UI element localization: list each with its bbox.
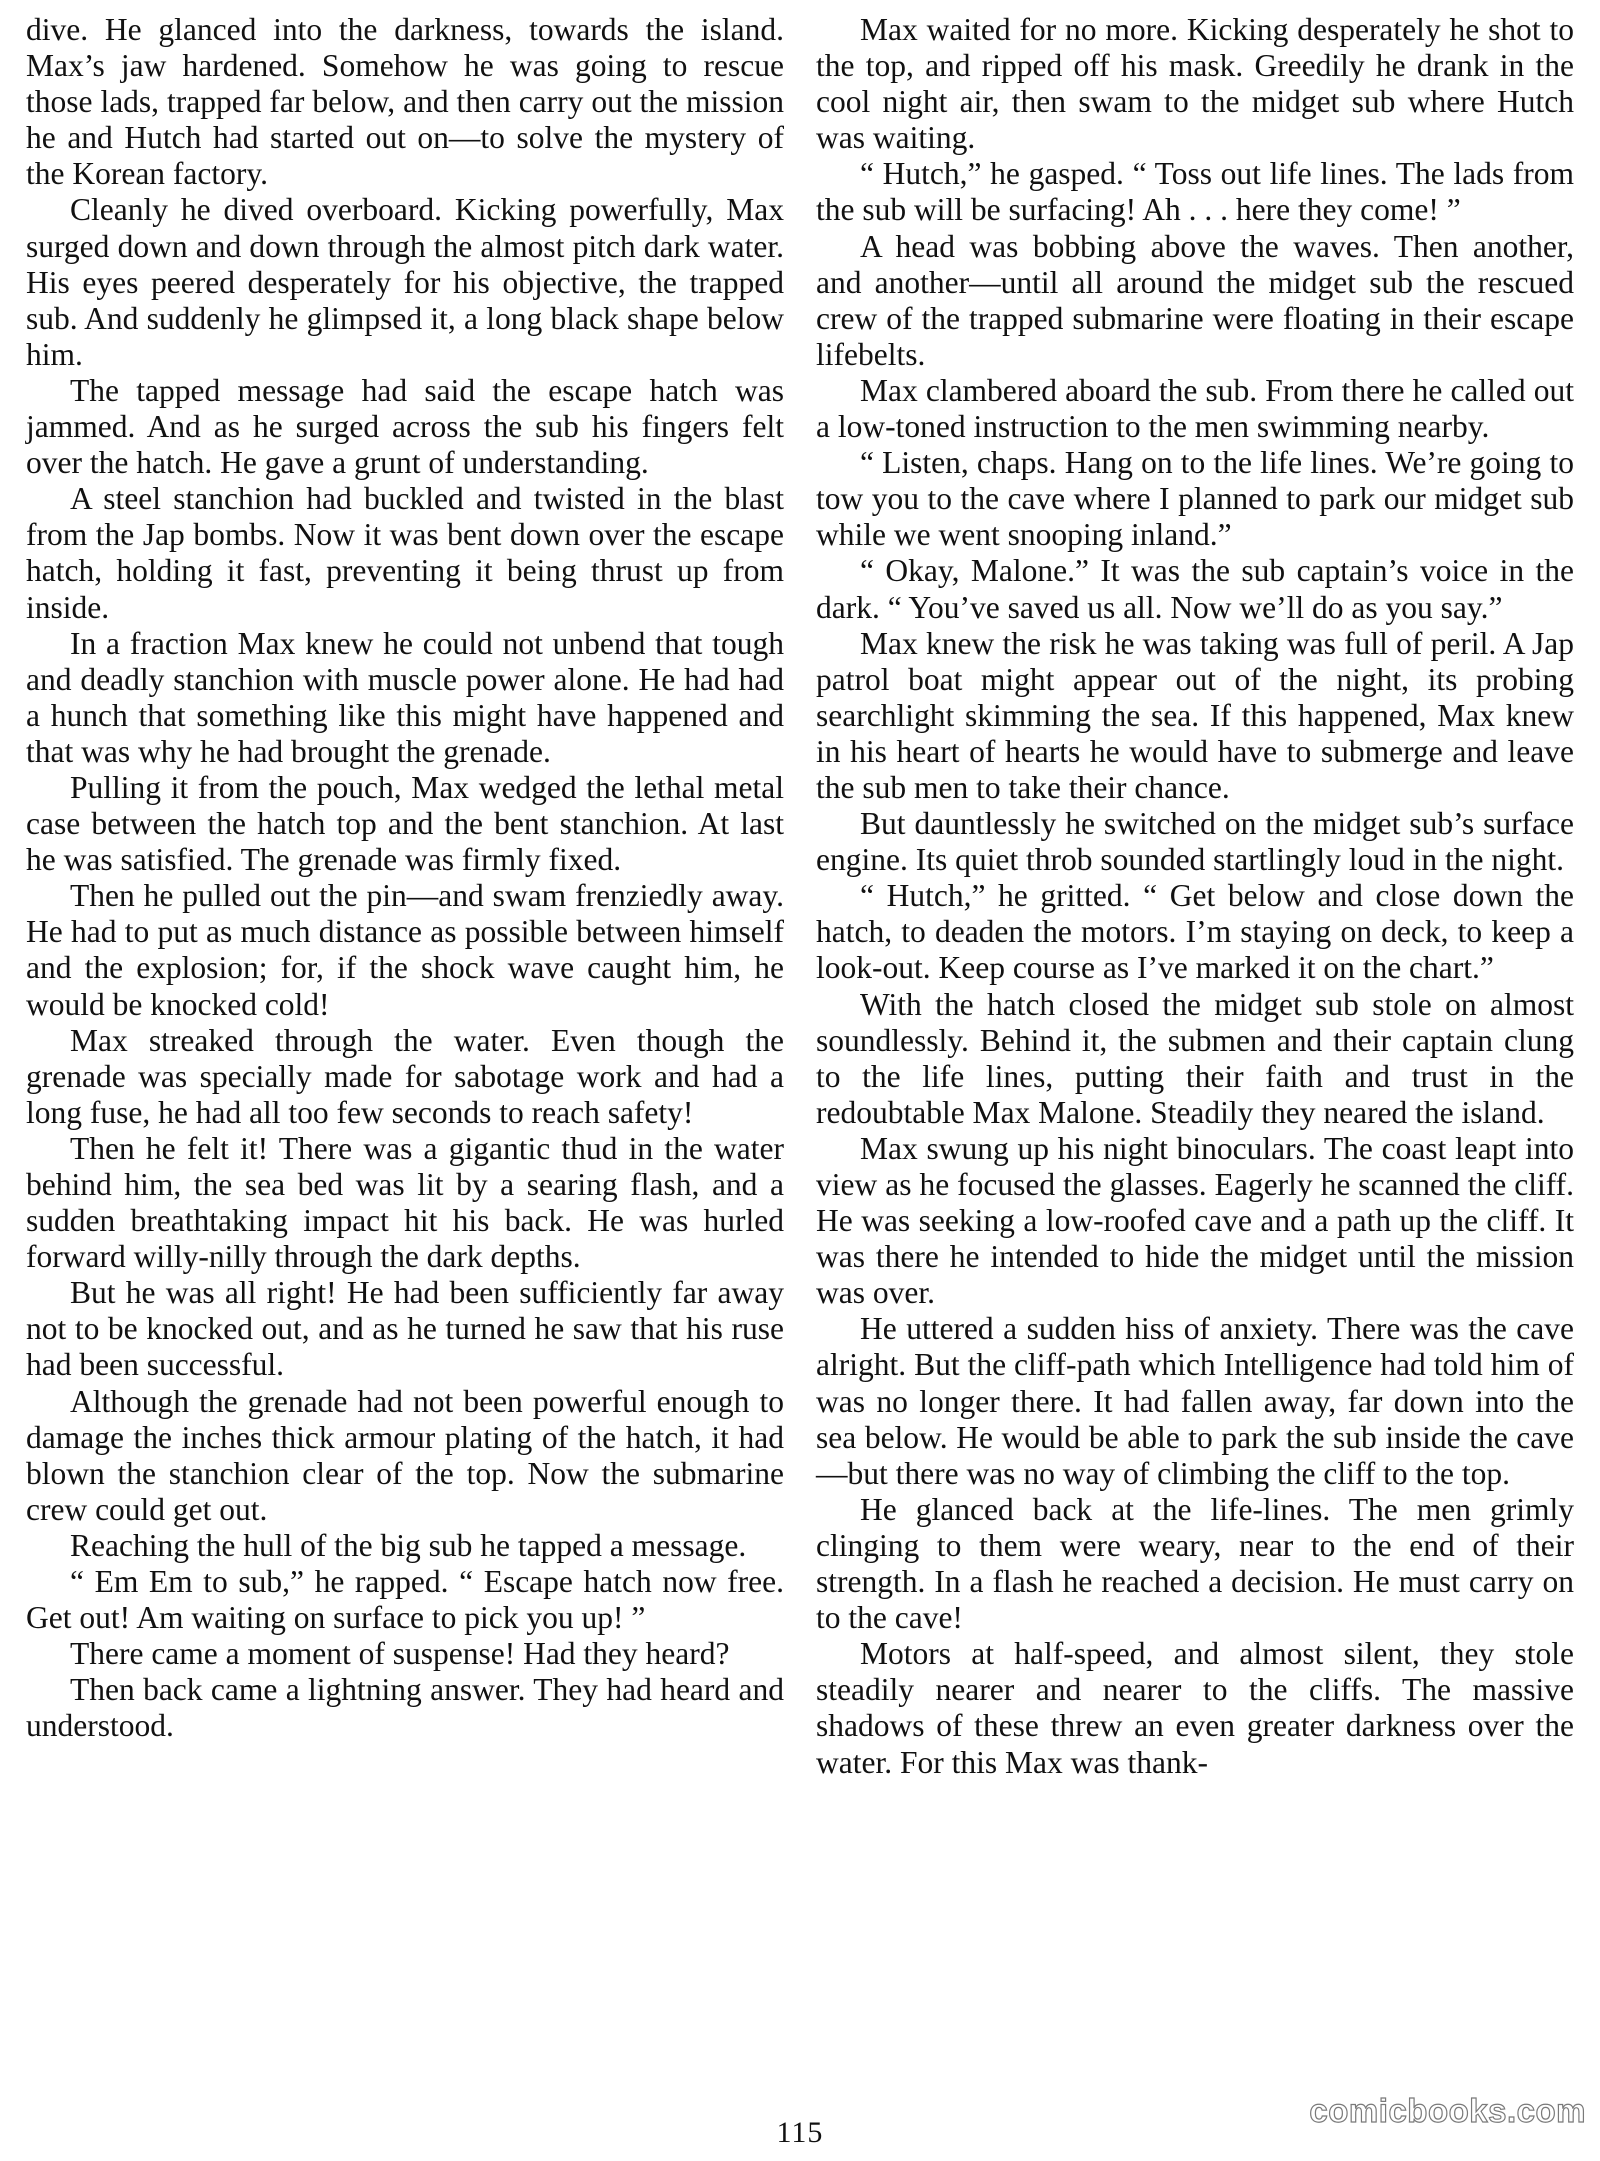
paragraph: “ Hutch,” he gritted. “ Get below and close down the hatch, to deaden the motors. I’m staying on deck, to keep a look-out. Keep course as I’ve marked it on the chart.” xyxy=(816,878,1574,986)
watermark-logo: comicbooks.com xyxy=(1309,2092,1586,2129)
left-text-column xyxy=(26,12,784,1745)
paragraph: Then he felt it! There was a gigantic thud in the water behind him, the sea bed was lit by a searing flash, and a sudden breathtaking impact hit his back. He was hurled forward willy-nilly through the dark depths. xyxy=(26,1130,784,1275)
paragraph: Max knew the risk he was taking was full of peril. A Jap patrol boat might appear out of the night, its probing searchlight skimming the sea. If this happened, Max knew in his heart of hearts he would have to submerge and leave the sub men to take their chance. xyxy=(816,625,1574,805)
paragraph: There came a moment of suspense! Had they heard? xyxy=(70,1636,730,1672)
paragraph: A steel stanchion had buckled and twisted in the blast from the Jap bombs. Now it was bent down over the escape hatch, holding it fast, preventing it being thrust up from inside. xyxy=(26,481,784,625)
paragraph: Max clambered aboard the sub. From there he called out a low-toned instruction to the men swimming nearby. xyxy=(816,372,1574,445)
paragraph: Then back came a lightning answer. They had heard and understood. xyxy=(26,1672,784,1744)
paragraph: Although the grenade had not been powerful enough to damage the inches thick armour plating of the hatch, it had blown the stanchion clear of the top. Now the submarine crew could get out. xyxy=(26,1383,784,1527)
right-text-column xyxy=(816,12,1574,1781)
paragraph: “ Okay, Malone.” It was the sub captain’s voice in the dark. “ You’ve saved us all. Now we’ll do as you say.” xyxy=(816,553,1574,625)
paragraph: Max streaked through the water. Even though the grenade was specially made for sabotage work and had a long fuse, he had all too few seconds to reach safety! xyxy=(26,1022,784,1130)
paragraph: “ Em Em to sub,” he rapped. “ Escape hatch now free. Get out! Am waiting on surface to pick you up! ” xyxy=(26,1564,784,1636)
paragraph: The tapped message had said the escape hatch was jammed. And as he surged across the sub his fingers felt over the hatch. He gave a grunt of understanding. xyxy=(26,372,784,481)
paragraph: Reaching the hull of the big sub he tapped a message. xyxy=(70,1527,747,1563)
paragraph: Motors at half-speed, and almost silent, they stole steadily nearer and nearer to the cliffs. The massive shadows of these threw an even greater darkness over the water. For this Max was thank- xyxy=(816,1636,1574,1780)
paragraph: But dauntlessly he switched on the midget sub’s surface engine. Its quiet throb sounded startlingly loud in the night. xyxy=(816,806,1574,878)
page-number: 115 xyxy=(776,2116,824,2149)
paragraph: In a fraction Max knew he could not unbend that tough and deadly stanchion with muscle power alone. He had had a hunch that something like this might have happened and that was why he had brought the grenade. xyxy=(26,625,784,769)
paragraph: dive. He glanced into the darkness, towards the island. Max’s jaw hardened. Somehow he was going to rescue those lads, trapped far below, and then carry out the mission he and Hutch had started out on—to solve the mystery of the Korean factory. xyxy=(26,12,784,192)
paragraph: But he was all right! He had been sufficiently far away not to be knocked out, and as he turned he saw that his ruse had been successful. xyxy=(26,1275,784,1383)
paragraph: Max waited for no more. Kicking desperately he shot to the top, and ripped off his mask. Greedily he drank in the cool night air, then swam to the midget sub where Hutch was waiting. xyxy=(816,12,1574,156)
paragraph: A head was bobbing above the waves. Then another, and another—until all around the midget sub the rescued crew of the trapped submarine were floating in their escape lifebelts. xyxy=(816,228,1574,372)
paragraph: He glanced back at the life-lines. The men grimly clinging to them were weary, near to the end of their strength. In a flash he reached a decision. He must carry on to the cave! xyxy=(816,1491,1574,1636)
paragraph: “ Hutch,” he gasped. “ Toss out life lines. The lads from the sub will be surfacing! Ah . . . here they come! ” xyxy=(816,156,1574,228)
paragraph: Cleanly he dived overboard. Kicking powerfully, Max surged down and down through the almost pitch dark water. His eyes peered desperately for his objective, the trapped sub. And suddenly he glimpsed it, a long black shape below him. xyxy=(26,192,784,372)
paragraph: Then he pulled out the pin—and swam frenziedly away. He had to put as much distance as possible between himself and the explosion; for, if the shock wave caught him, he would be knocked cold! xyxy=(26,878,784,1022)
paragraph: “ Listen, chaps. Hang on to the life lines. We’re going to tow you to the cave where I planned to park our midget sub while we went snooping inland.” xyxy=(816,445,1574,553)
paragraph: Pulling it from the pouch, Max wedged the lethal metal case between the hatch top and the bent stanchion. At last he was satisfied. The grenade was firmly fixed. xyxy=(26,769,784,878)
paragraph: Max swung up his night binoculars. The coast leapt into view as he focused the glasses. Eagerly he scanned the cliff. He was seeking a low-roofed cave and a path up the cliff. It was there he intended to hide the midget until the mission was over. xyxy=(816,1130,1574,1311)
paragraph: He uttered a sudden hiss of anxiety. There was the cave alright. But the cliff-path which Intelligence had told him of was no longer there. It had fallen away, far down into the sea below. He would be able to park the sub inside the cave—but there was no way of climbing the cliff to the top. xyxy=(816,1311,1574,1491)
paragraph: With the hatch closed the midget sub stole on almost soundlessly. Behind it, the submen and their captain clung to the life lines, putting their faith and trust in the redoubtable Max Malone. Steadily they neared the island. xyxy=(816,986,1574,1130)
book-page xyxy=(26,12,1574,2092)
